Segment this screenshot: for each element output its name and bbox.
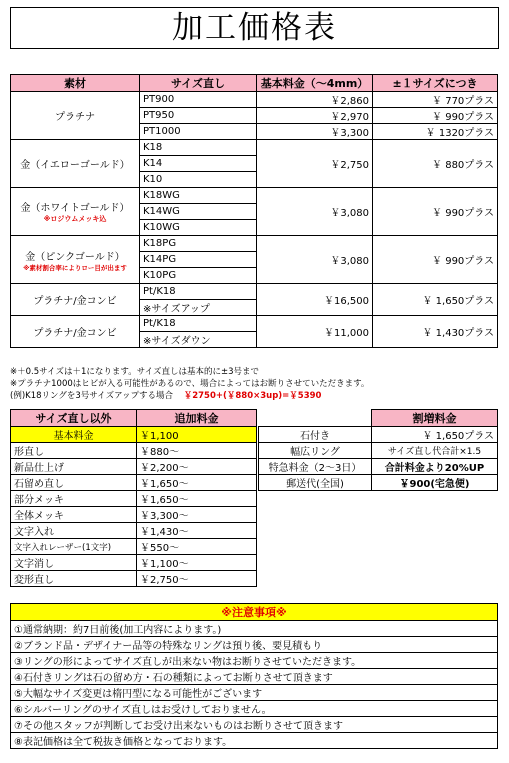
header-base: 基本料金（～4mm） bbox=[257, 75, 373, 92]
table-row bbox=[11, 475, 257, 491]
example-calc: ￥2750+(￥880×3up)=￥5390 bbox=[183, 391, 322, 401]
service-label: 石留め直し bbox=[11, 475, 137, 491]
surcharge-value: ￥ 1,650プラス bbox=[372, 427, 498, 443]
table-row bbox=[11, 140, 498, 156]
header-material: 素材 bbox=[11, 75, 140, 92]
size-cell: ※サイズアップ bbox=[140, 300, 257, 316]
table-row bbox=[259, 475, 498, 491]
caution-item: ⑤大幅なサイズ変更は楕円型になる可能性がございます bbox=[11, 685, 498, 701]
size-cell: K14 bbox=[140, 156, 257, 172]
size-cell: K10PG bbox=[140, 268, 257, 284]
base-cell: ￥3,300 bbox=[257, 124, 373, 140]
table-row bbox=[11, 316, 498, 332]
per-size-cell: ￥ 990プラス bbox=[373, 108, 498, 124]
list-item bbox=[11, 701, 498, 717]
header-other-than-size: サイズ直し以外 bbox=[11, 410, 137, 427]
service-label: 部分メッキ bbox=[11, 491, 137, 507]
base-cell: ￥2,860 bbox=[257, 92, 373, 108]
header-per-size: ±１サイズにつき bbox=[373, 75, 498, 92]
service-value: ￥1,430～ bbox=[137, 523, 257, 539]
base-cell: ￥11,000 bbox=[257, 316, 373, 348]
material-white-gold bbox=[11, 188, 140, 236]
service-label: 文字消し bbox=[11, 555, 137, 571]
surcharge-label: 幅広リング bbox=[259, 443, 372, 459]
table-row bbox=[11, 92, 498, 108]
material-note: ※素材割合率によりロー目が出ます bbox=[23, 263, 127, 272]
header-surcharge: 割増料金 bbox=[372, 410, 498, 427]
caution-item: ④石付きリングは石の留め方・石の種類によってお断りさせて頂きます bbox=[11, 669, 498, 685]
service-label: 文字入れレーザー(1文字) bbox=[11, 539, 137, 555]
table-row bbox=[11, 523, 257, 539]
base-fee-label: 基本料金 bbox=[11, 427, 137, 443]
example-prefix: (例)K18リングを3号サイズアップする場合 bbox=[10, 391, 173, 401]
base-cell: ￥16,500 bbox=[257, 284, 373, 316]
table-row bbox=[11, 571, 257, 587]
material-platinum: プラチナ bbox=[11, 92, 140, 140]
material-label: 金（ホワイトゴールド） bbox=[20, 203, 130, 214]
per-size-cell: ￥ 770プラス bbox=[373, 92, 498, 108]
list-item bbox=[11, 733, 498, 749]
page-title: 加工価格表 bbox=[10, 7, 499, 49]
per-size-cell: ￥ 880プラス bbox=[373, 140, 498, 188]
per-size-cell: ￥ 1,430プラス bbox=[373, 316, 498, 348]
service-label: 文字入れ bbox=[11, 523, 137, 539]
header-size: サイズ直し bbox=[140, 75, 257, 92]
table-row bbox=[11, 284, 498, 300]
service-label: 新品仕上げ bbox=[11, 459, 137, 475]
material-label: 金（ピンクゴールド） bbox=[25, 251, 125, 263]
surcharge-label: 石付き bbox=[259, 427, 372, 443]
example-line bbox=[10, 390, 505, 402]
service-value: ￥1,100～ bbox=[137, 555, 257, 571]
header-extra-fee: 追加料金 bbox=[137, 410, 257, 427]
price-table bbox=[10, 74, 498, 348]
list-item bbox=[11, 637, 498, 653]
list-item bbox=[11, 669, 498, 685]
surcharge-label: 郵送代(全国) bbox=[259, 475, 372, 491]
service-label: 形直し bbox=[11, 443, 137, 459]
table-row bbox=[11, 236, 498, 252]
table-row bbox=[11, 555, 257, 571]
service-value: ￥2,750～ bbox=[137, 571, 257, 587]
list-item bbox=[11, 717, 498, 733]
table-row bbox=[259, 427, 498, 443]
table-row bbox=[11, 507, 257, 523]
table-row bbox=[259, 459, 498, 475]
size-cell: PT950 bbox=[140, 108, 257, 124]
size-cell: K18PG bbox=[140, 236, 257, 252]
service-value: ￥1,650～ bbox=[137, 475, 257, 491]
caution-item: ③リングの形によってサイズ直しが出来ない物はお断りさせていただきます。 bbox=[11, 653, 498, 669]
size-cell: PT900 bbox=[140, 92, 257, 108]
table-row bbox=[11, 459, 257, 475]
size-cell: K10WG bbox=[140, 220, 257, 236]
table-row bbox=[11, 491, 257, 507]
base-cell: ￥2,750 bbox=[257, 140, 373, 188]
list-item bbox=[11, 685, 498, 701]
material-combi-up: プラチナ/金コンビ bbox=[11, 284, 140, 316]
caution-header: ※注意事項※ bbox=[11, 604, 498, 621]
base-cell: ￥2,970 bbox=[257, 108, 373, 124]
size-cell: PT1000 bbox=[140, 124, 257, 140]
material-note: ※ロジウムメッキ込 bbox=[43, 215, 107, 223]
size-cell: K14PG bbox=[140, 252, 257, 268]
surcharge-value: ￥900(宅急便) bbox=[372, 475, 498, 491]
table-row bbox=[11, 427, 257, 443]
table-row bbox=[11, 188, 498, 204]
size-cell: K10 bbox=[140, 172, 257, 188]
table-row bbox=[11, 539, 257, 555]
table-row bbox=[11, 443, 257, 459]
price-table-header bbox=[11, 75, 498, 92]
material-yellow-gold: 金（イエローゴールド） bbox=[11, 140, 140, 188]
caution-table bbox=[10, 603, 498, 749]
note-line: ※プラチナ1000はヒビが入る可能性があるので、場合によってはお断りさせていただきます。 bbox=[10, 379, 370, 389]
size-cell: ※サイズダウン bbox=[140, 332, 257, 348]
per-size-cell: ￥ 990プラス bbox=[373, 188, 498, 236]
surcharge-header bbox=[259, 410, 498, 427]
material-pink-gold bbox=[11, 236, 140, 284]
base-fee-value: ￥1,100 bbox=[137, 427, 257, 443]
surcharge-value: サイズ直し代合計×1.5 bbox=[372, 443, 498, 459]
per-size-cell: ￥ 1320プラス bbox=[373, 124, 498, 140]
service-value: ￥550～ bbox=[137, 539, 257, 555]
caution-item: ⑦その他スタッフが判断してお受け出来ないものはお断りさせて頂きます bbox=[11, 717, 498, 733]
caution-item: ②ブランド品・デザイナー品等の特殊なリングは預り後、要見積もり bbox=[11, 637, 498, 653]
notes bbox=[10, 366, 505, 402]
list-item bbox=[11, 653, 498, 669]
size-cell: Pt/K18 bbox=[140, 284, 257, 300]
service-value: ￥880～ bbox=[137, 443, 257, 459]
caution-item: ⑧表記価格は全て税抜き価格となっております。 bbox=[11, 733, 498, 749]
per-size-cell: ￥ 1,650プラス bbox=[373, 284, 498, 316]
service-value: ￥2,200～ bbox=[137, 459, 257, 475]
size-cell: K14WG bbox=[140, 204, 257, 220]
note-line: ※＋0.5サイズは＋1になります。サイズ直しは基本的に±3号まで bbox=[10, 367, 260, 377]
surcharge-label: 特急料金（2～3日） bbox=[259, 459, 372, 475]
table-row bbox=[259, 443, 498, 459]
service-value: ￥3,300～ bbox=[137, 507, 257, 523]
size-cell: K18 bbox=[140, 140, 257, 156]
service-label: 変形直し bbox=[11, 571, 137, 587]
base-cell: ￥3,080 bbox=[257, 188, 373, 236]
size-cell: K18WG bbox=[140, 188, 257, 204]
extra-fee-table bbox=[10, 409, 257, 587]
caution-item: ①通常納期：約7日前後(加工内容によります。) bbox=[11, 621, 498, 637]
size-cell: Pt/K18 bbox=[140, 316, 257, 332]
list-item bbox=[11, 621, 498, 637]
surcharge-table bbox=[258, 409, 498, 491]
service-value: ￥1,650～ bbox=[137, 491, 257, 507]
surcharge-value: 合計料金より20%UP bbox=[372, 459, 498, 475]
extra-fee-header bbox=[11, 410, 257, 427]
base-cell: ￥3,080 bbox=[257, 236, 373, 284]
per-size-cell: ￥ 990プラス bbox=[373, 236, 498, 284]
caution-item: ⑥シルバーリングのサイズ直しはお受けしておりません。 bbox=[11, 701, 498, 717]
material-combi-down: プラチナ/金コンビ bbox=[11, 316, 140, 348]
service-label: 全体メッキ bbox=[11, 507, 137, 523]
